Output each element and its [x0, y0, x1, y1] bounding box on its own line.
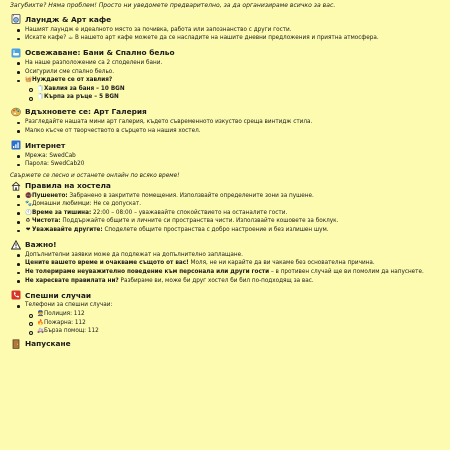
section-title: Спешни случаи — [10, 289, 440, 301]
list-item: Не харесвате правилата ни? Разбираме ви, може би друг хостел би бил по-подходящ за вас. — [25, 278, 440, 285]
section-emergency — [10, 289, 440, 335]
list-item: 🐾Домашни любимци: Не се допускат. — [25, 201, 440, 208]
list-item: 🧻Кърпа за ръце – 5 BGN — [37, 94, 440, 101]
fire-icon: 🔥 — [37, 319, 44, 326]
house-icon — [10, 180, 21, 191]
list-item: Искате кафе? ☕ В нашето арт кафе можете да се насладите на нашите дневни предложения и приятна атмосфера. — [25, 35, 440, 42]
list-item: Цените вашето време и очакваме същото от вас! Моля, не ни карайте да ви чакаме без основателна причина. — [25, 260, 440, 267]
wifi-icon — [10, 140, 21, 151]
list-item: Не толерираме неуважително поведение към персонала или други гости – в противен случай ще ви помолим да напуснете. — [25, 269, 440, 276]
list-item: 🧺Нуждаете се от хавлия? 🧻Хавлия за баня – 10 BGN 🧻Кърпа за ръце – 5 BGN — [25, 77, 440, 102]
recycle-icon: ♻ — [25, 218, 31, 225]
list-item: 🚑Бърза помощ: 112 — [37, 328, 440, 335]
list-item: Парола: SwedCab20 — [25, 161, 440, 168]
list-item: 🔥Пожарна: 112 — [37, 320, 440, 327]
list-item: Телефони за спешни случаи: 👮Полиция: 112 🔥Пожарна: 112 🚑Бърза помощ: 112 — [25, 302, 440, 335]
heart-icon: ❤ — [25, 227, 31, 234]
section-important — [10, 239, 440, 285]
door-icon — [10, 338, 21, 349]
section-art — [10, 106, 440, 135]
list-item: ♻ Чистота: Поддържайте общите и личните си пространства чисти. Използвайте кошовете за боклук. — [25, 218, 440, 225]
section-title: Важно! — [10, 239, 440, 251]
list-item: Осигурили сме спално бельо. — [25, 69, 440, 76]
section-laundry — [10, 13, 440, 42]
bath-icon — [10, 47, 21, 58]
list-item: 🧻Хавлия за баня – 10 BGN — [37, 86, 440, 93]
towel-icon: 🧻 — [37, 94, 44, 101]
list-item: Разгледайте нашата мини арт галерия, където съвременното изкуство среща винтидж стила. — [25, 119, 440, 126]
section-bath — [10, 47, 440, 102]
phone-icon — [10, 290, 21, 301]
intro-text: Загубихте? Няма проблем! Просто ни уведомете предварително, за да организираме всичко за вас. — [10, 2, 336, 9]
list-item: ❤ Уважавайте другите: Споделете общите пространства с добро настроение и без излишен шум. — [25, 227, 440, 234]
section-rules — [10, 180, 440, 235]
clock-icon: 🕙 — [25, 209, 32, 216]
warning-icon — [10, 239, 21, 250]
section-title: Лаундж & Арт кафе — [10, 13, 440, 25]
section-title: Правила на хостела — [10, 180, 440, 192]
list-item: 🚭Пушенето: Забранено в закритите помещения. Използвайте определените зони за пушене. — [25, 193, 440, 200]
section-internet — [10, 139, 440, 178]
internet-note: Свържете се лесно и останете онлайн по всяко време! — [10, 172, 180, 179]
section-title: Напускане — [10, 338, 440, 350]
ambulance-icon: 🚑 — [37, 328, 44, 335]
list-item: На наше разположение са 2 споделени бани. — [25, 60, 440, 67]
section-checkout — [10, 338, 440, 350]
section-title: Интернет — [10, 139, 440, 151]
list-item: 🕙Време за тишина: 22:00 – 08:00 – уважавайте спокойствието на останалите гости. — [25, 210, 440, 217]
towel-icon: 🧻 — [37, 85, 44, 92]
pet-icon: 🐾 — [25, 201, 32, 208]
section-title: Освежаване: Бани & Спално бельо — [10, 47, 440, 59]
section-title: Вдъхновете се: Арт Галерия — [10, 106, 440, 118]
no-smoking-icon: 🚭 — [25, 192, 32, 199]
list-item: Допълнителни заявки може да подлежат на допълнително заплащане. — [25, 252, 440, 259]
police-icon: 👮 — [37, 311, 44, 317]
laundry-icon — [10, 14, 21, 25]
towel-icon: 🧺 — [25, 77, 32, 84]
list-item: 👮Полиция: 112 — [37, 311, 440, 318]
list-item: Малко късче от творчеството в сърцето на нашия хостел. — [25, 128, 440, 135]
list-item: Мрежа: SwedCab — [25, 153, 440, 160]
list-item: Нашият лаундж е идеалното място за почивка, работа или запознанство с други гости. — [25, 27, 440, 34]
palette-icon — [10, 106, 21, 117]
